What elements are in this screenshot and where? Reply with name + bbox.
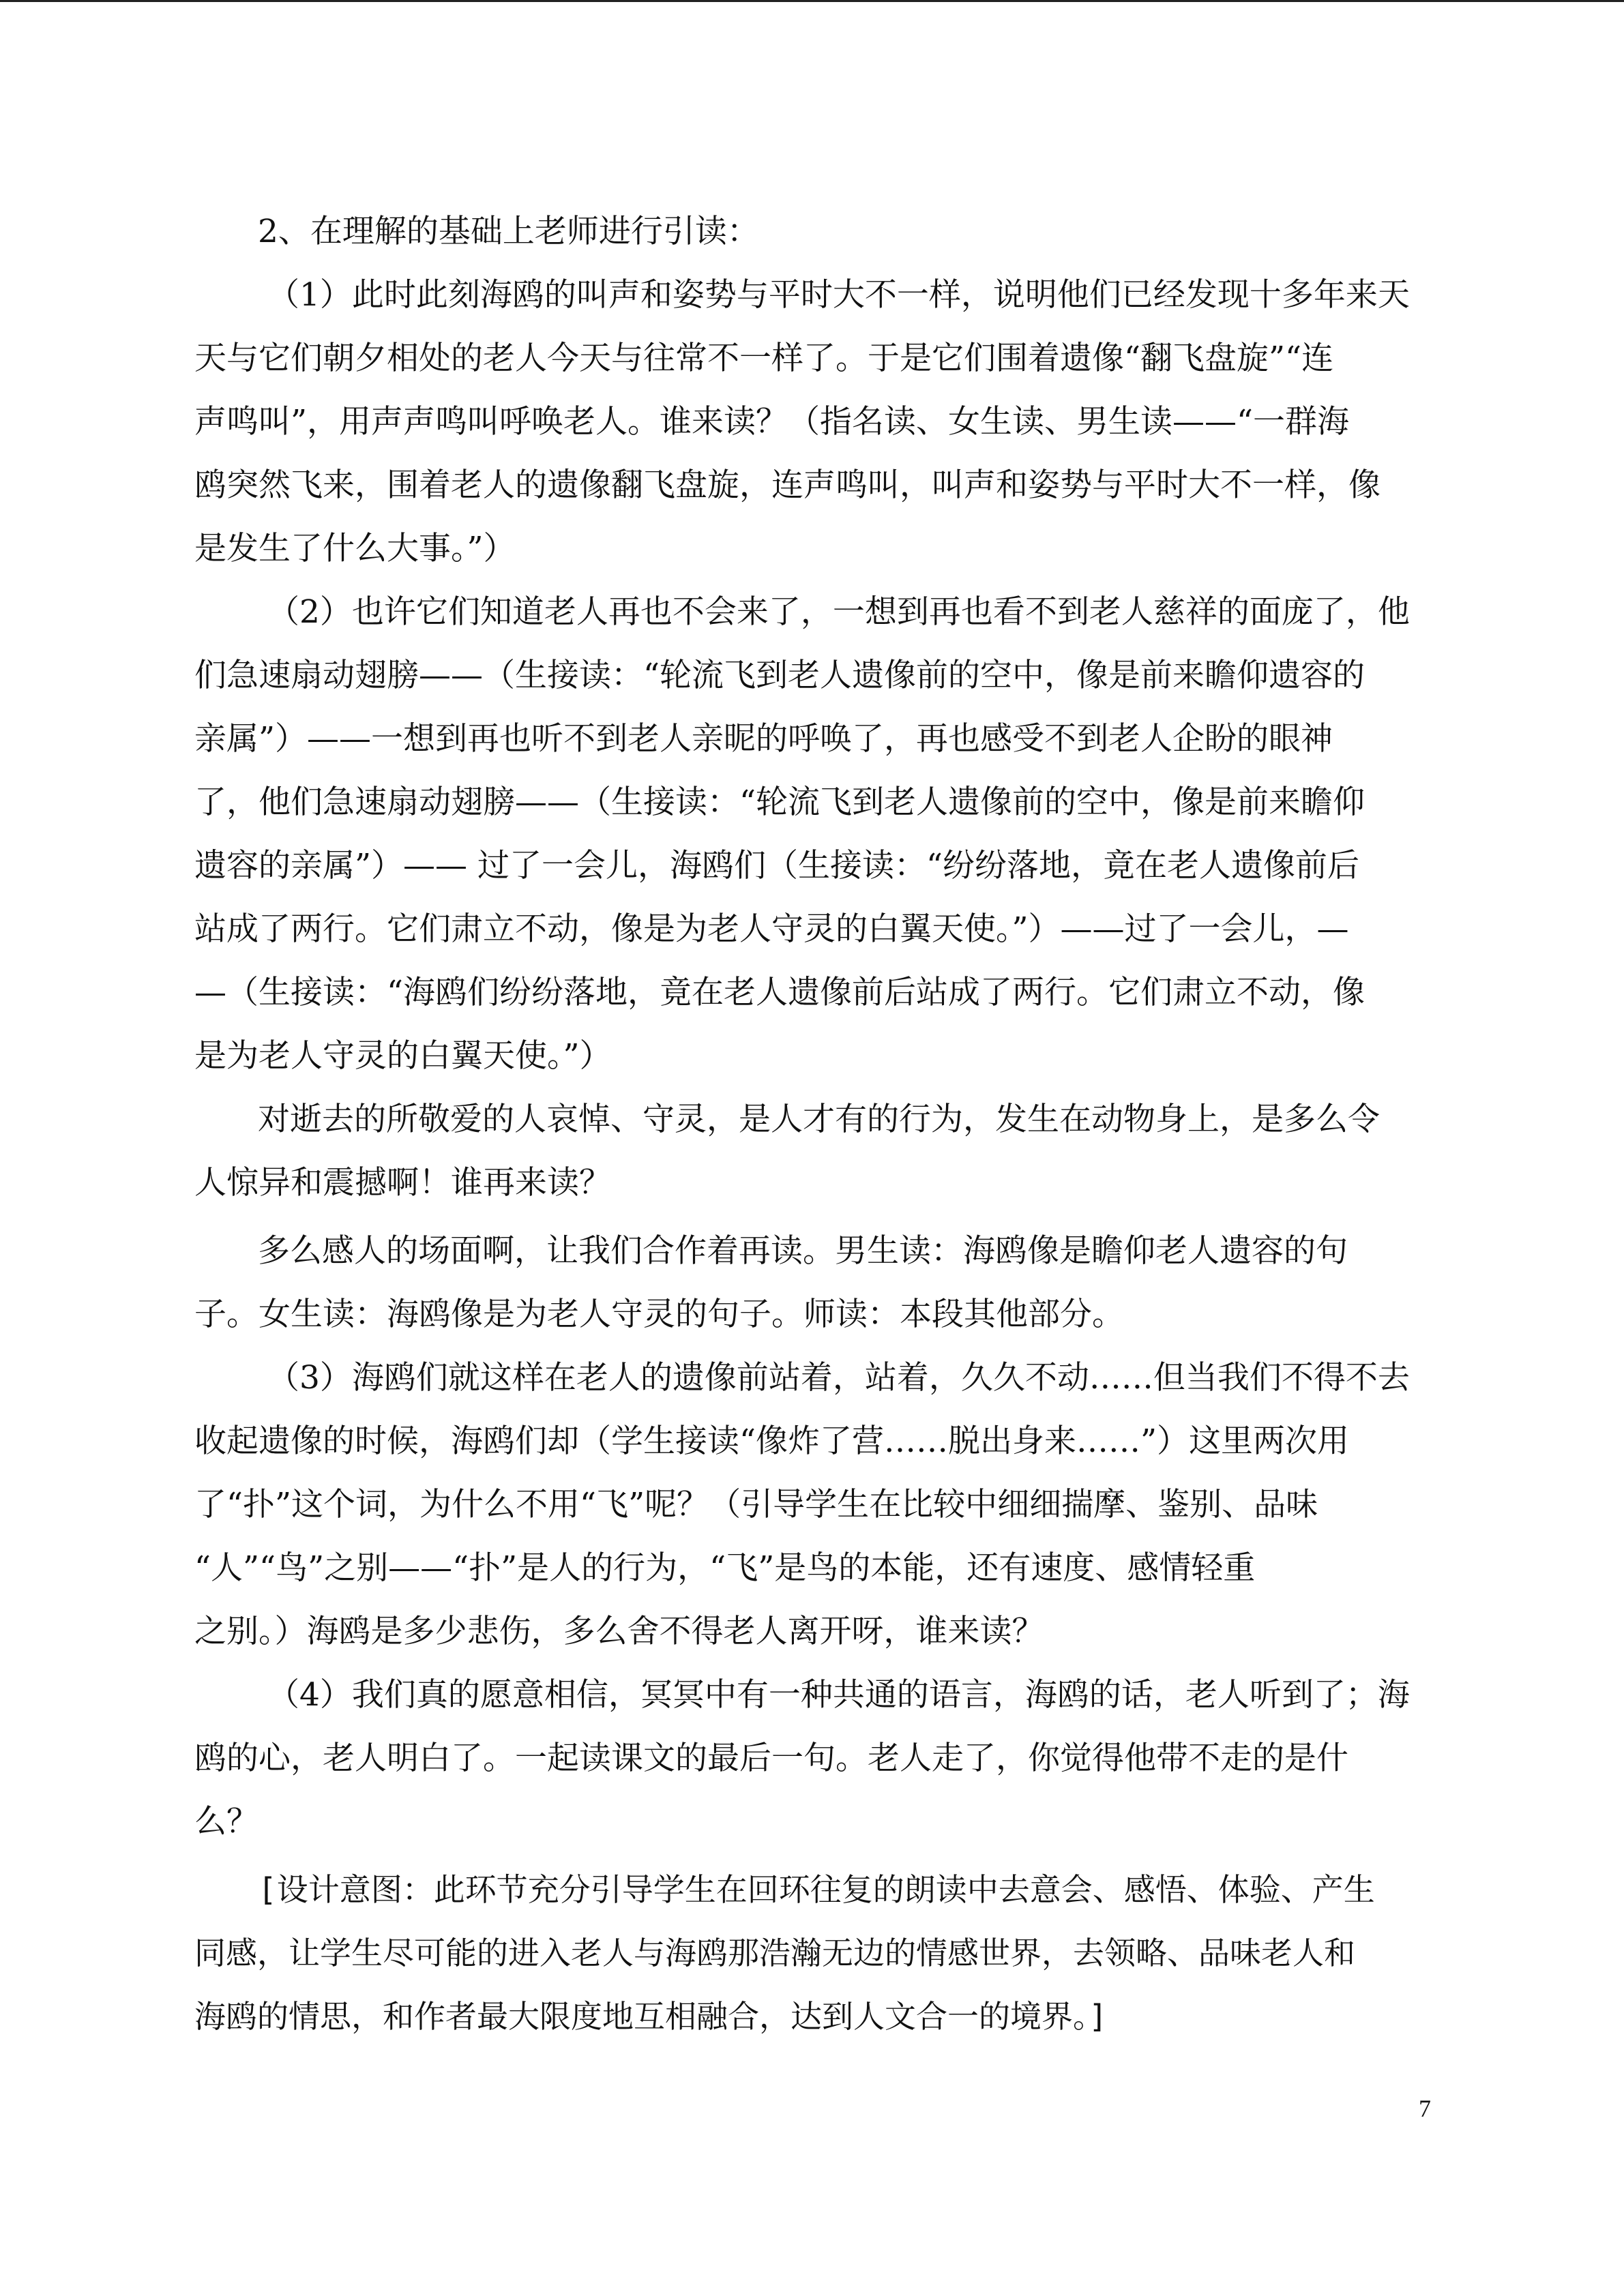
design-intent-line: 海鸥的情思，和作者最大限度地互相融合，达到人文合一的境界。] bbox=[194, 1998, 1108, 2035]
paragraph-line: 是发生了什么大事。”） bbox=[194, 530, 516, 567]
paragraph-line: （1）此时此刻海鸥的叫声和姿势与平时大不一样，说明他们已经发现十多年来天 bbox=[267, 276, 1410, 314]
design-intent-line: 同感，让学生尽可能的进入老人与海鸥那浩瀚无边的情感世界，去领略、品味老人和 bbox=[194, 1935, 1355, 1971]
paragraph-line: 对逝去的所敬爱的人哀悼、守灵，是人才有的行为，发生在动物身上，是多么令 bbox=[258, 1101, 1380, 1138]
paragraph-line: 了“扑”这个词，为什么不用“飞”呢？（引导学生在比较中细细揣摩、鉴别、品味 bbox=[194, 1486, 1318, 1523]
paragraph-line: 天与它们朝夕相处的老人今天与往常不一样了。于是它们围着遗像“翻飞盘旋”“连 bbox=[194, 340, 1334, 377]
paragraph-line: 们急速扇动翅膀——（生接读：“轮流飞到老人遗像前的空中，像是前来瞻仰遗容的 bbox=[194, 657, 1365, 694]
paragraph-line: （3）海鸥们就这样在老人的遗像前站着，站着，久久不动……但当我们不得不去 bbox=[267, 1359, 1410, 1397]
paragraph-line: —（生接读：“海鸥们纷纷落地，竟在老人遗像前后站成了两行。它们肃立不动，像 bbox=[194, 974, 1365, 1011]
design-intent-line: [设计意图：此环节充分引导学生在回环往复的朗读中去意会、感悟、体验、产生 bbox=[258, 1871, 1375, 1908]
paragraph-line: （2）也许它们知道老人再也不会来了，一想到再也看不到老人慈祥的面庞了，他 bbox=[267, 593, 1410, 631]
paragraph-line: 站成了两行。它们肃立不动，像是为老人守灵的白翼天使。”）——过了一会儿，— bbox=[194, 910, 1349, 948]
paragraph-line: 鸥突然飞来，围着老人的遗像翻飞盘旋，连声鸣叫，叫声和姿势与平时大不一样，像 bbox=[194, 466, 1381, 504]
paragraph-line: 鸥的心，老人明白了。一起读课文的最后一句。老人走了，你觉得他带不走的是什 bbox=[194, 1740, 1348, 1777]
paragraph-line: 多么感人的场面啊，让我们合作着再读。男生读：海鸥像是瞻仰老人遗容的句 bbox=[258, 1232, 1348, 1270]
top-border-line bbox=[0, 0, 1624, 2]
page-number: 7 bbox=[1419, 2095, 1431, 2122]
paragraph-line: 子。女生读：海鸥像是为老人守灵的句子。师读：本段其他部分。 bbox=[194, 1296, 1124, 1333]
paragraph-line: 是为老人守灵的白翼天使。”） bbox=[194, 1037, 612, 1075]
paragraph-line: 收起遗像的时候，海鸥们却（学生接读“像炸了营……脱出身来……”）这里两次用 bbox=[194, 1422, 1350, 1460]
paragraph-line: 之别。）海鸥是多少悲伤，多么舍不得老人离开呀，谁来读？ bbox=[194, 1613, 1044, 1650]
paragraph-line: 遗容的亲属”）—— 过了一会儿，海鸥们（生接读：“纷纷落地，竟在老人遗像前后 bbox=[194, 847, 1359, 884]
section-heading: 2、在理解的基础上老师进行引读： bbox=[258, 213, 759, 250]
paragraph-line: （4）我们真的愿意相信，冥冥中有一种共通的语言，海鸥的话，老人听到了；海 bbox=[267, 1676, 1410, 1714]
paragraph-line: “人”“鸟”之别——“扑”是人的行为，“飞”是鸟的本能，还有速度、感情轻重 bbox=[194, 1549, 1256, 1587]
paragraph-line: 声鸣叫”，用声声鸣叫呼唤老人。谁来读？（指名读、女生读、男生读——“一群海 bbox=[194, 403, 1350, 441]
paragraph-line: 么？ bbox=[194, 1803, 259, 1840]
paragraph-line: 人惊异和震撼啊！谁再来读？ bbox=[194, 1164, 611, 1202]
paragraph-line: 了，他们急速扇动翅膀——（生接读：“轮流飞到老人遗像前的空中，像是前来瞻仰 bbox=[194, 784, 1365, 821]
paragraph-line: 亲属”）——一想到再也听不到老人亲昵的呼唤了，再也感受不到老人企盼的眼神 bbox=[194, 720, 1333, 758]
